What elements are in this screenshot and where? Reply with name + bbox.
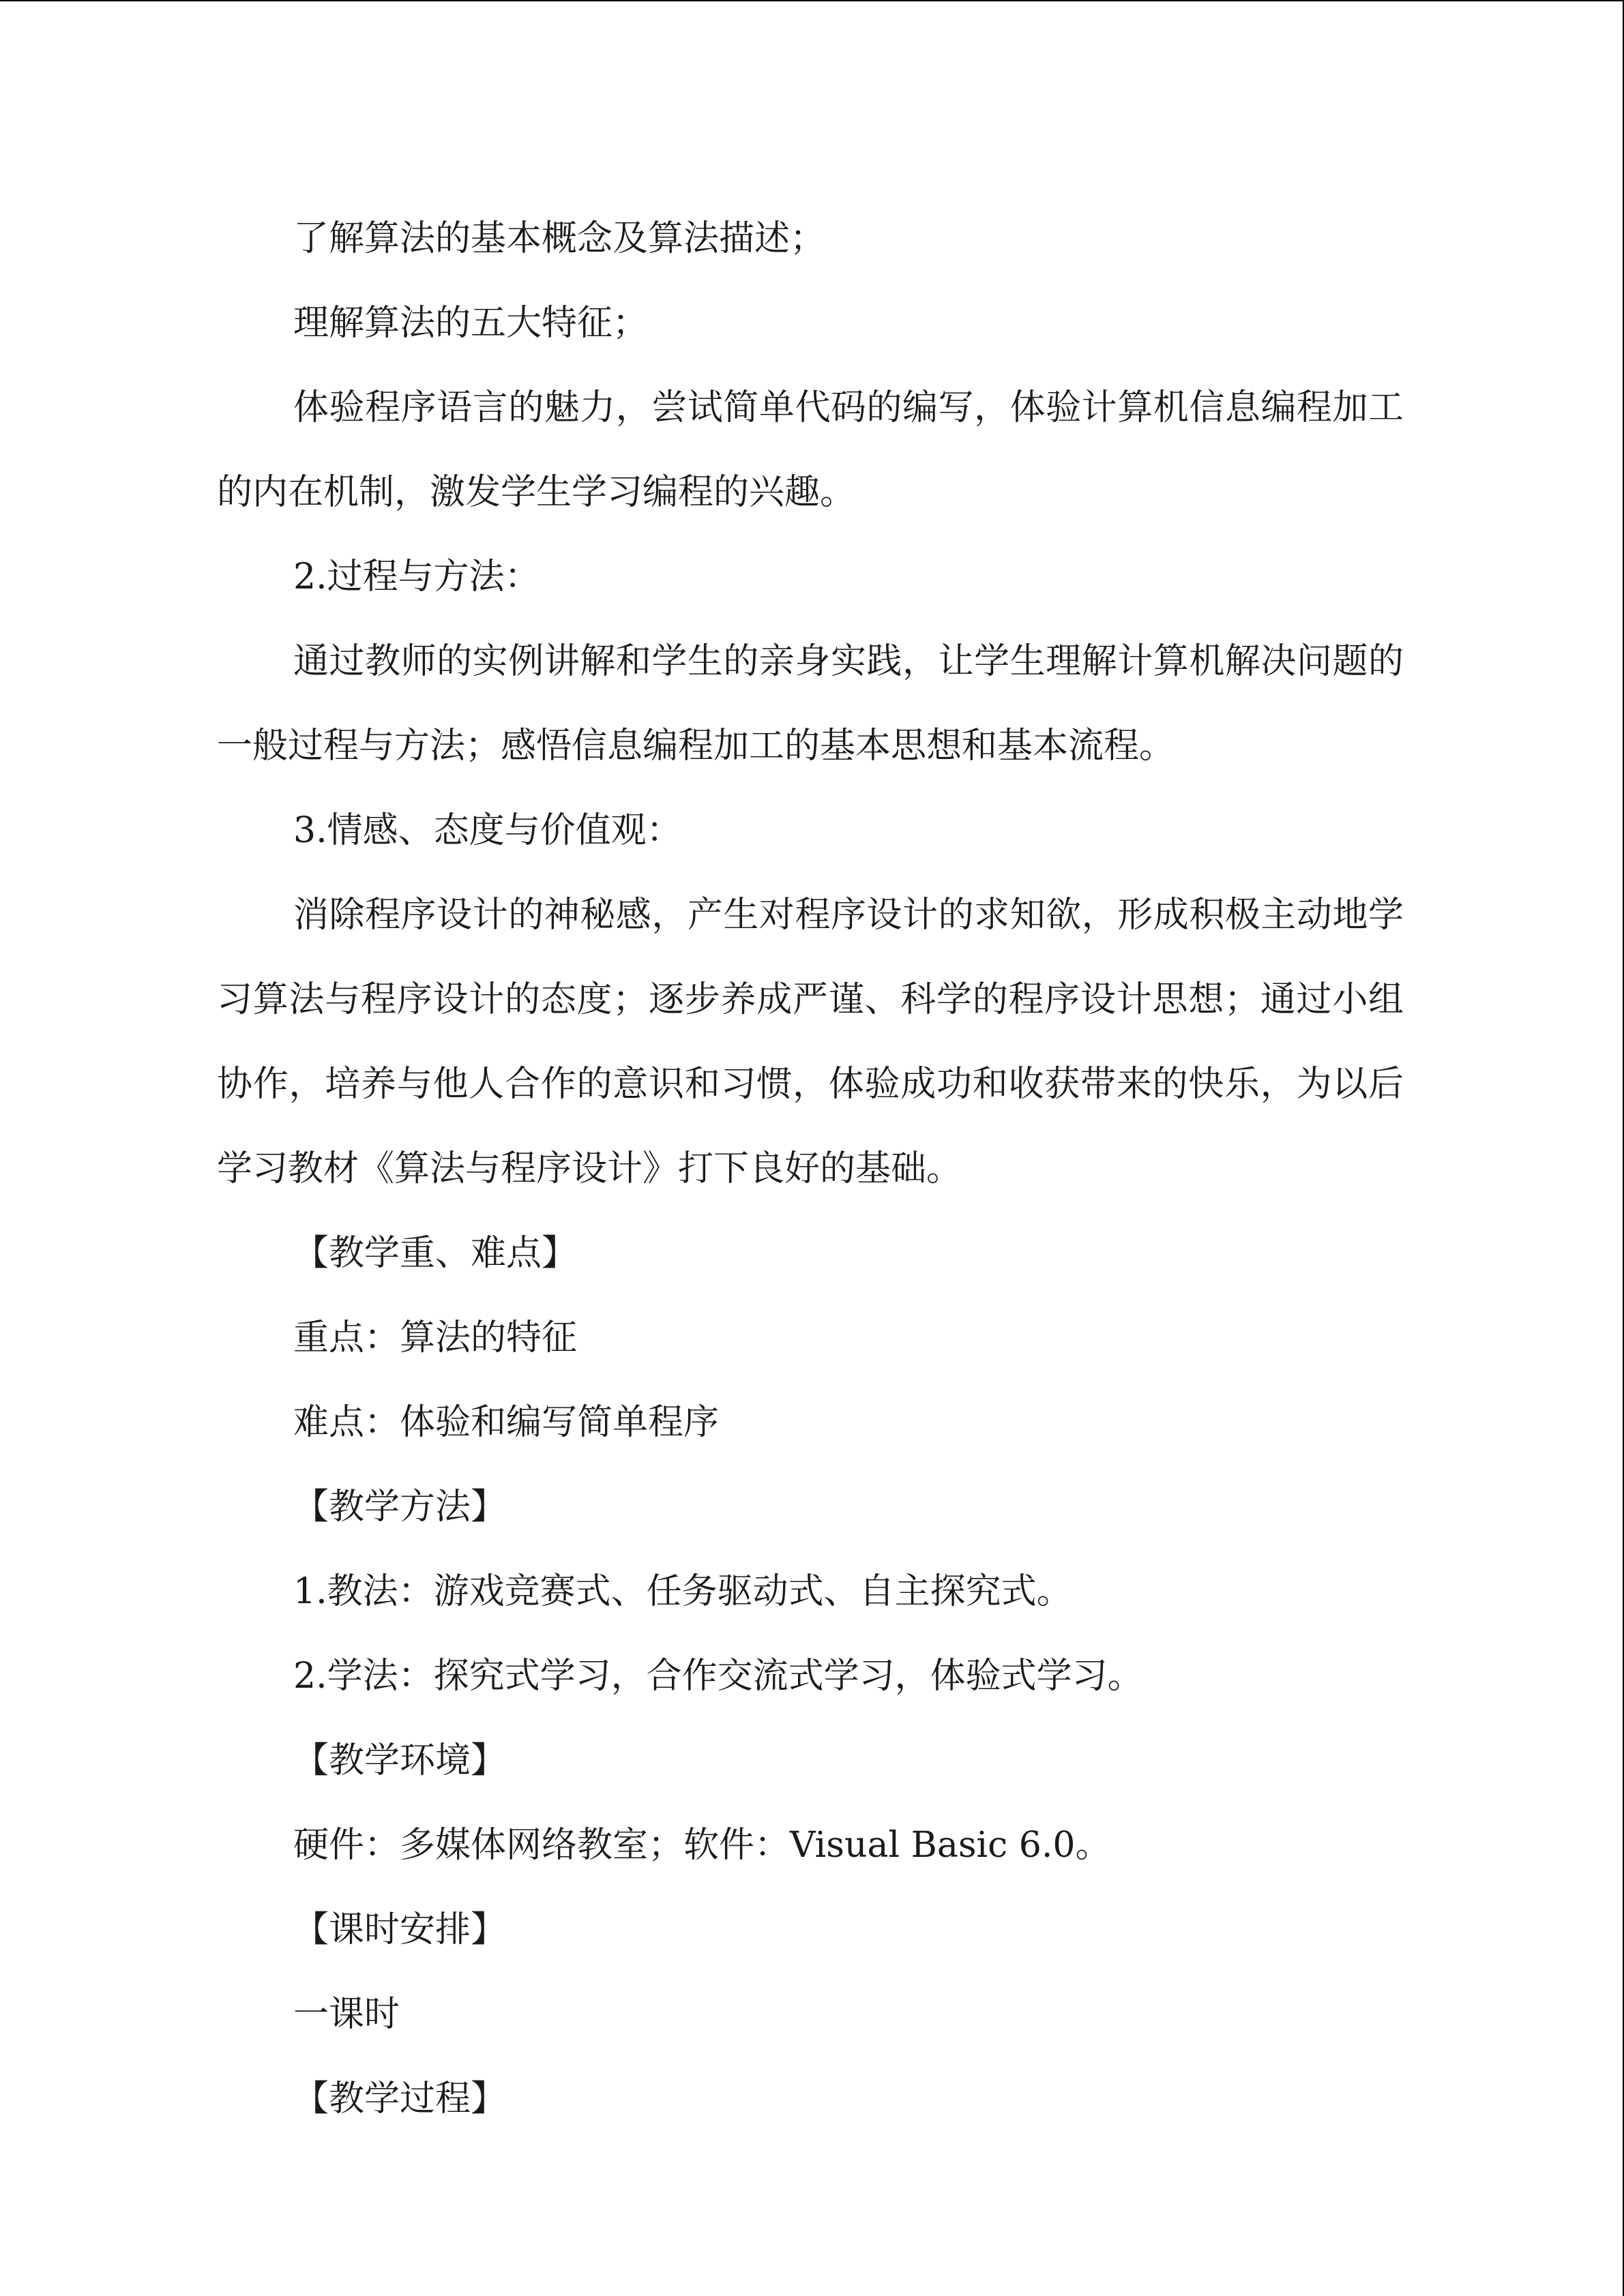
paragraph-learning-method: 2.学法：探究式学习，合作交流式学习，体验式学习。 — [293, 1656, 1143, 1697]
paragraph-difficult-point: 难点：体验和编写简单程序 — [293, 1402, 720, 1443]
heading-teaching-environment: 【教学环境】 — [293, 1740, 507, 1781]
document-body — [217, 196, 1404, 2141]
paragraph-schedule: 一课时 — [293, 1994, 400, 2035]
paragraph-environment: 硬件：多媒体网络教室；软件：Visual Basic 6.0。 — [293, 1825, 1111, 1866]
heading-process-method: 2.过程与方法： — [293, 556, 540, 597]
paragraph-objective-features: 理解算法的五大特征； — [293, 303, 649, 344]
paragraph-key-point: 重点：算法的特征 — [293, 1317, 578, 1358]
paragraph-teaching-method: 1.教法：游戏竞赛式、任务驱动式、自主探究式。 — [293, 1571, 1072, 1612]
heading-key-difficult-points: 【教学重、难点】 — [293, 1233, 578, 1274]
paragraph-objective-concepts: 了解算法的基本概念及算法描述； — [293, 218, 826, 259]
heading-class-schedule: 【课时安排】 — [293, 1909, 507, 1950]
paragraph-process-method: 通过教师的实例讲解和学生的亲身实践，让学生理解计算机解决问题的一般过程与方法；感悟信息编程加工的基本思想和基本流程。 — [217, 641, 1404, 766]
paragraph-emotion-values: 消除程序设计的神秘感，产生对程序设计的求知欲，形成积极主动地学习算法与程序设计的态度；逐步养成严谨、科学的程序设计思想；通过小组协作，培养与他人合作的意识和习惯，体验成功和收获带来的快乐，为以后学习教材《算法与程序设计》打下良好的基础。 — [217, 895, 1404, 1189]
heading-emotion-values: 3.情感、态度与价值观： — [293, 810, 682, 851]
paragraph-objective-experience: 体验程序语言的魅力，尝试简单代码的编写，体验计算机信息编程加工的内在机制，激发学生学习编程的兴趣。 — [217, 387, 1404, 513]
heading-teaching-process: 【教学过程】 — [293, 2078, 507, 2119]
heading-teaching-methods: 【教学方法】 — [293, 1487, 507, 1527]
